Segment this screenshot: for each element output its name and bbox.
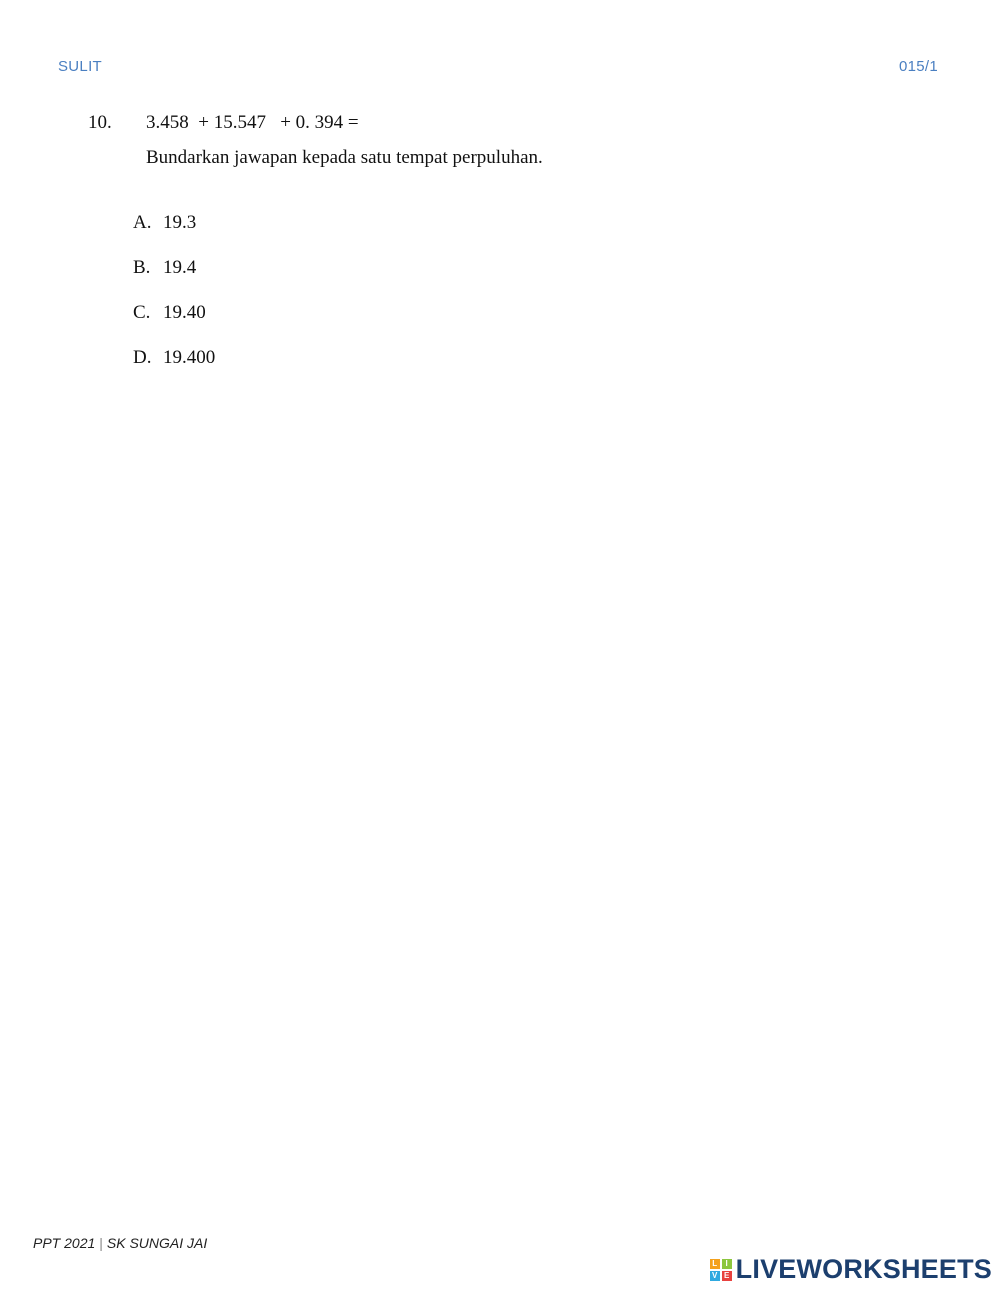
option-d[interactable] — [133, 347, 215, 392]
footer-school: SK SUNGAI JAI — [106, 1235, 208, 1251]
option-b[interactable] — [133, 257, 215, 302]
header-paper-code: 015/1 — [898, 58, 938, 75]
footer — [33, 1235, 207, 1251]
logo-tile-i: I — [722, 1259, 732, 1269]
option-a[interactable] — [133, 212, 215, 257]
header-classification: SULIT — [58, 58, 103, 75]
liveworksheets-logo-icon — [710, 1259, 732, 1281]
option-c[interactable] — [133, 302, 215, 347]
logo-tile-v: V — [710, 1271, 720, 1281]
logo-tile-e: E — [722, 1271, 732, 1281]
logo-tile-l: L — [710, 1259, 720, 1269]
question-number: 10. — [88, 112, 112, 133]
option-letter: A. — [133, 212, 152, 233]
question-expression: 3.458 + 15.547 + 0. 394 = — [146, 112, 359, 133]
option-value: 19.40 — [163, 302, 206, 323]
footer-exam: PPT 2021 — [33, 1235, 96, 1251]
question-10 — [88, 112, 888, 169]
answer-options — [133, 212, 215, 392]
question-row — [88, 112, 888, 134]
option-letter: C. — [133, 302, 151, 323]
option-value: 19.4 — [163, 257, 197, 278]
question-instruction: Bundarkan jawapan kepada satu tempat perpuluhan. — [146, 147, 543, 168]
option-letter: D. — [133, 347, 152, 368]
option-value: 19.3 — [163, 212, 197, 233]
footer-separator: | — [99, 1235, 103, 1251]
option-value: 19.400 — [163, 347, 216, 368]
liveworksheets-brand[interactable] — [710, 1254, 992, 1285]
brand-name: LIVEWORKSHEETS — [735, 1254, 992, 1284]
option-letter: B. — [133, 257, 151, 278]
